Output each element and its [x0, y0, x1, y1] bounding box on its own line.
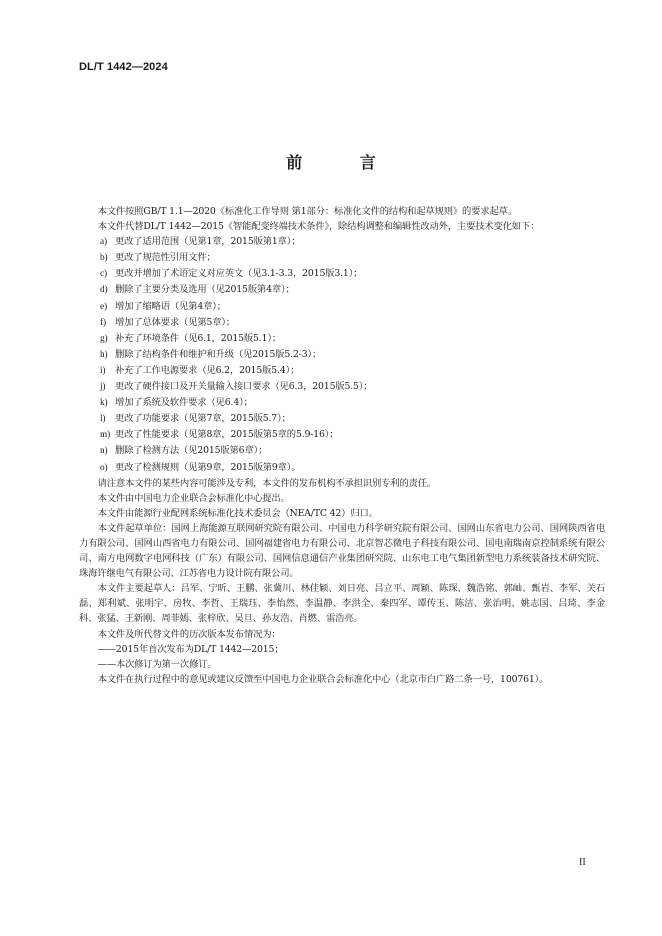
list-marker: h)	[100, 349, 108, 360]
list-marker: o)	[100, 462, 108, 473]
paragraph-proposer: 本文件由中国电力企业联合会标准化中心提出。	[97, 492, 290, 504]
standard-code-header: DL/T 1442—2024	[79, 61, 168, 73]
list-item	[79, 443, 605, 459]
list-item	[79, 315, 605, 331]
list-item	[79, 411, 605, 427]
list-text: 删除了结构条件和维护和升级（见2015版5.2-3）；	[115, 348, 322, 360]
list-item	[79, 282, 605, 298]
paragraph-technical-committee: 本文件由能源行业配网系统标准化技术委员会（NEA/TC 42）归口。	[97, 507, 378, 519]
list-marker: b)	[100, 253, 108, 264]
list-marker: e)	[100, 301, 107, 312]
paragraph-version-history: 本文件及所代替文件的历次版本发布情况为：	[97, 628, 281, 640]
list-marker: k)	[100, 398, 108, 409]
list-item	[79, 460, 605, 476]
list-item	[79, 347, 605, 363]
list-text: 删除了检测方法（见2015版第6章）；	[115, 445, 268, 457]
list-text: 增加了缩略语（见第4章）；	[115, 300, 226, 312]
paragraph-patent-notice: 请注意本文件的某些内容可能涉及专利，本文件的发布机构不承担识别专利的责任。	[97, 477, 437, 489]
version-history-item: ——2015年首次发布为DL/T 1442—2015；	[97, 643, 284, 655]
list-marker: m)	[100, 430, 111, 441]
page-title: 前 言	[286, 153, 402, 172]
list-item	[79, 395, 605, 411]
list-text: 更改了检测规则（见第9章，2015版第9章）。	[115, 461, 301, 473]
list-marker: c)	[100, 269, 107, 280]
list-text: 删除了主要分类及选用（见2015版第4章）；	[115, 284, 295, 296]
paragraph-feedback: 本文件在执行过程中的意见或建议反馈至中国电力企业联合会标准化中心（北京市白广路二条一号，100761）。	[97, 673, 549, 685]
paragraph-drafting-organizations: 本文件起草单位：国网上海能源互联网研究院有限公司、中国电力科学研究院有限公司、国网山东省电力公司、国网陕西省电力有限公司、国网山西省电力有限公司、国网福建省电力有限公司、北京智芯微电子科技有限公司、国电南瑞南京控制系统有限公司、南方电网数字电网科技（广东）有限公司、国网信息通信产业集团研究院、山东电工电气集团新型电力系统装备技术研究院、珠海许继电气有限公司、江苏省电力设计院有限公司。	[79, 522, 605, 580]
list-text: 更改了性能要求（见第8章，2015版第5章的5.9-16）；	[115, 429, 339, 441]
list-text: 更改了适用范围（见第1章，2015版第1章）；	[115, 236, 301, 248]
paragraph-drafting-rules: 本文件按照GB/T 1.1—2020《标准化工作导则 第1部分：标准化文件的结构和起草规则》的要求起草。	[97, 206, 517, 217]
list-item	[79, 363, 605, 379]
list-marker: j)	[100, 382, 106, 393]
list-marker: a)	[100, 237, 107, 248]
list-text: 补充了环境条件（见6.1，2015版5.1）；	[115, 332, 281, 344]
list-item	[79, 331, 605, 347]
list-text: 更改了规范性引用文件；	[115, 252, 216, 264]
list-text: 更改并增加了术语定义对应英文（见3.1-3.3，2015版3.1）；	[115, 268, 363, 280]
list-item	[79, 266, 605, 282]
list-item	[79, 427, 605, 443]
version-history-item: ——本次修订为第一次修订。	[97, 658, 217, 670]
paragraph-drafters: 本文件主要起草人：吕军、宁昕、王鹏、张冀川、林佳颖、刘日亮、吕立平、周颖、陈琛、魏浩铭、郭屾、甄岩、李军、关石磊、郑利斌、张明宇、房牧、李哲、王瑞珏、李怡然、李温静、李洪全、秦四军、谭传玉、陈洁、张治明、姚志国、吕琦、李金科、张猛、王新刚、周菲嫣、张梓欣、吴旦、孙友浩、肖燃、雷浩亮。	[79, 583, 605, 625]
list-item	[79, 299, 605, 315]
list-text: 更改了硬件接口及开关量输入接口要求（见6.3，2015版5.5）；	[115, 381, 373, 393]
list-marker: i)	[100, 365, 106, 376]
list-marker: g)	[100, 333, 108, 344]
foreword-body	[79, 204, 605, 687]
list-text: 增加了系统及软件要求（见6.4）；	[115, 397, 253, 409]
list-marker: l)	[100, 414, 106, 425]
list-item	[79, 379, 605, 395]
list-text: 增加了总体要求（见第5章）；	[115, 316, 236, 328]
list-marker: n)	[100, 446, 108, 457]
list-item	[79, 234, 605, 250]
list-marker: f)	[100, 317, 106, 328]
list-marker: d)	[100, 285, 108, 296]
list-item	[79, 250, 605, 266]
paragraph-replaces: 本文件代替DL/T 1442—2015《智能配变终端技术条件》，除结构调整和编辑性改动外，主要技术变化如下：	[97, 221, 540, 233]
list-text: 更改了功能要求（见第7章，2015版5.7）；	[115, 413, 291, 425]
page-number: II	[579, 857, 586, 868]
list-text: 补充了工作电源要求（见6.2，2015版5.4）；	[115, 364, 300, 376]
